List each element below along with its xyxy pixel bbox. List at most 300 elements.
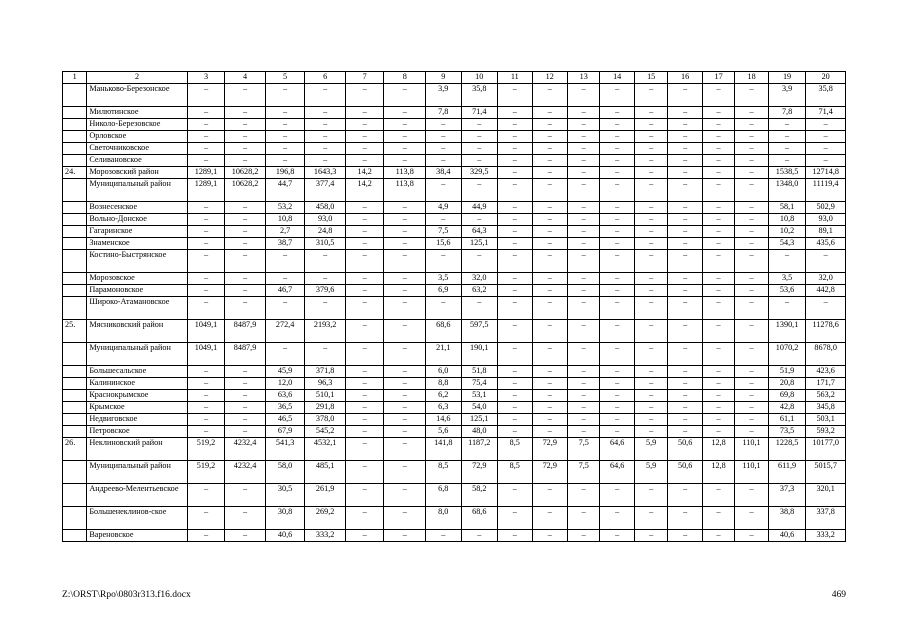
value-cell: – xyxy=(600,167,634,179)
value-cell: – xyxy=(384,297,426,320)
value-cell: – xyxy=(187,484,225,507)
value-cell: 1348,0 xyxy=(768,179,806,202)
value-cell: – xyxy=(567,402,599,414)
value-cell: – xyxy=(702,320,734,343)
value-cell: – xyxy=(532,226,567,238)
value-cell: – xyxy=(265,297,305,320)
value-cell: – xyxy=(600,273,634,285)
value-cell: – xyxy=(225,226,266,238)
value-cell: – xyxy=(187,285,225,297)
value-cell: 261,9 xyxy=(305,484,346,507)
value-cell: 6,9 xyxy=(426,285,461,297)
row-number-cell xyxy=(63,202,87,214)
value-cell: – xyxy=(567,238,599,250)
value-cell: 30,8 xyxy=(265,507,305,530)
value-cell: – xyxy=(735,285,768,297)
value-cell: – xyxy=(735,343,768,366)
value-cell: – xyxy=(600,402,634,414)
header-cell: 5 xyxy=(265,72,305,84)
row-number-cell xyxy=(63,107,87,119)
value-cell: – xyxy=(345,131,384,143)
value-cell: – xyxy=(600,390,634,402)
value-cell: 171,7 xyxy=(806,378,846,390)
value-cell: 44,7 xyxy=(265,179,305,202)
value-cell: 458,0 xyxy=(305,202,346,214)
header-cell: 17 xyxy=(702,72,734,84)
value-cell: 21,1 xyxy=(426,343,461,366)
value-cell: – xyxy=(702,530,734,542)
value-cell: – xyxy=(702,297,734,320)
value-cell: – xyxy=(225,131,266,143)
row-name-cell: Большенеклинов-ское xyxy=(87,507,187,530)
value-cell: – xyxy=(634,179,667,202)
value-cell: – xyxy=(265,273,305,285)
row-number-cell xyxy=(63,250,87,273)
value-cell: – xyxy=(567,414,599,426)
value-cell: – xyxy=(567,390,599,402)
footer-page-number: 469 xyxy=(831,590,846,600)
value-cell: – xyxy=(498,143,532,155)
row-number-cell xyxy=(63,461,87,484)
value-cell: – xyxy=(634,297,667,320)
value-cell: – xyxy=(600,202,634,214)
value-cell: 8,5 xyxy=(498,461,532,484)
value-cell: 563,2 xyxy=(806,390,846,402)
value-cell: – xyxy=(806,297,846,320)
value-cell: 5,6 xyxy=(426,426,461,438)
value-cell: – xyxy=(384,366,426,378)
value-cell: – xyxy=(461,250,498,273)
value-cell: 10177,0 xyxy=(806,438,846,461)
value-cell: 1538,5 xyxy=(768,167,806,179)
value-cell: 53,6 xyxy=(768,285,806,297)
value-cell: – xyxy=(305,155,346,167)
value-cell: – xyxy=(768,119,806,131)
value-cell: – xyxy=(345,414,384,426)
value-cell: – xyxy=(384,202,426,214)
value-cell: – xyxy=(600,507,634,530)
value-cell: 4232,4 xyxy=(225,438,266,461)
value-cell: 7,5 xyxy=(426,226,461,238)
value-cell: 141,8 xyxy=(426,438,461,461)
value-cell: – xyxy=(345,402,384,414)
value-cell: 40,6 xyxy=(768,530,806,542)
value-cell: – xyxy=(735,238,768,250)
value-cell: – xyxy=(634,119,667,131)
value-cell: 54,0 xyxy=(461,402,498,414)
value-cell: 58,2 xyxy=(461,484,498,507)
value-cell: – xyxy=(498,530,532,542)
value-cell: 485,1 xyxy=(305,461,346,484)
value-cell: 110,1 xyxy=(735,438,768,461)
value-cell: 333,2 xyxy=(806,530,846,542)
value-cell: 71,4 xyxy=(806,107,846,119)
value-cell: – xyxy=(600,366,634,378)
row-number-cell xyxy=(63,484,87,507)
value-cell: 64,6 xyxy=(600,461,634,484)
value-cell: – xyxy=(532,530,567,542)
value-cell: – xyxy=(668,343,702,366)
value-cell: 8,5 xyxy=(498,438,532,461)
value-cell: – xyxy=(634,366,667,378)
value-cell: 32,0 xyxy=(461,273,498,285)
value-cell: – xyxy=(187,202,225,214)
value-cell: – xyxy=(187,84,225,107)
value-cell: – xyxy=(498,214,532,226)
value-cell: 269,2 xyxy=(305,507,346,530)
value-cell: 63,6 xyxy=(265,390,305,402)
table-row xyxy=(63,202,846,214)
value-cell: – xyxy=(806,155,846,167)
value-cell: – xyxy=(305,143,346,155)
value-cell: – xyxy=(768,131,806,143)
value-cell: – xyxy=(634,238,667,250)
value-cell: – xyxy=(498,402,532,414)
value-cell: – xyxy=(384,214,426,226)
value-cell: – xyxy=(345,202,384,214)
value-cell: – xyxy=(702,155,734,167)
table-row xyxy=(63,226,846,238)
value-cell: – xyxy=(668,320,702,343)
value-cell: – xyxy=(567,214,599,226)
value-cell: – xyxy=(225,238,266,250)
value-cell: – xyxy=(668,214,702,226)
table-row xyxy=(63,107,846,119)
row-name-cell: Андреево-Мелентьевское xyxy=(87,484,187,507)
value-cell: 32,0 xyxy=(806,273,846,285)
row-number-cell xyxy=(63,226,87,238)
value-cell: 4532,1 xyxy=(305,438,346,461)
table-row xyxy=(63,285,846,297)
value-cell: 10628,2 xyxy=(225,179,266,202)
value-cell: – xyxy=(600,155,634,167)
value-cell: 4,9 xyxy=(426,202,461,214)
value-cell: – xyxy=(532,84,567,107)
header-cell: 19 xyxy=(768,72,806,84)
value-cell: – xyxy=(735,273,768,285)
value-cell: – xyxy=(600,285,634,297)
value-cell: – xyxy=(668,414,702,426)
value-cell: – xyxy=(735,366,768,378)
value-cell: – xyxy=(668,378,702,390)
value-cell: – xyxy=(225,414,266,426)
value-cell: 6,0 xyxy=(426,366,461,378)
value-cell: 6,8 xyxy=(426,484,461,507)
value-cell: – xyxy=(384,402,426,414)
value-cell: – xyxy=(461,530,498,542)
value-cell: – xyxy=(345,426,384,438)
value-cell: 69,8 xyxy=(768,390,806,402)
value-cell: – xyxy=(532,155,567,167)
value-cell: 1049,1 xyxy=(187,343,225,366)
row-name-cell: Парамоновское xyxy=(87,285,187,297)
row-number-cell xyxy=(63,507,87,530)
value-cell: – xyxy=(498,484,532,507)
value-cell: – xyxy=(735,179,768,202)
value-cell: – xyxy=(702,167,734,179)
value-cell: – xyxy=(532,179,567,202)
value-cell: – xyxy=(668,297,702,320)
value-cell: – xyxy=(567,202,599,214)
value-cell: – xyxy=(702,507,734,530)
value-cell: – xyxy=(702,484,734,507)
value-cell: – xyxy=(600,238,634,250)
value-cell: 10,8 xyxy=(768,214,806,226)
value-cell: 1289,1 xyxy=(187,179,225,202)
row-number-cell xyxy=(63,273,87,285)
value-cell: – xyxy=(384,226,426,238)
row-name-cell: Селивановское xyxy=(87,155,187,167)
value-cell: – xyxy=(600,426,634,438)
value-cell: – xyxy=(532,214,567,226)
value-cell: – xyxy=(225,530,266,542)
value-cell: – xyxy=(634,143,667,155)
value-cell: – xyxy=(567,426,599,438)
value-cell: 8,0 xyxy=(426,507,461,530)
table-row xyxy=(63,238,846,250)
value-cell: 110,1 xyxy=(735,461,768,484)
row-number-cell xyxy=(63,390,87,402)
value-cell: 5,9 xyxy=(634,461,667,484)
value-cell: – xyxy=(735,155,768,167)
value-cell: 75,4 xyxy=(461,378,498,390)
value-cell: 96,3 xyxy=(305,378,346,390)
value-cell: – xyxy=(384,461,426,484)
row-number-cell xyxy=(63,297,87,320)
value-cell: – xyxy=(600,107,634,119)
value-cell: 46,5 xyxy=(265,414,305,426)
value-cell: – xyxy=(634,530,667,542)
row-number-cell: 24. xyxy=(63,167,87,179)
value-cell: 1187,2 xyxy=(461,438,498,461)
value-cell: – xyxy=(600,84,634,107)
value-cell: – xyxy=(187,414,225,426)
table-row xyxy=(63,320,846,343)
row-name-cell: Калининское xyxy=(87,378,187,390)
value-cell: 72,9 xyxy=(532,438,567,461)
value-cell: 125,1 xyxy=(461,414,498,426)
value-cell: – xyxy=(567,119,599,131)
value-cell: 3,5 xyxy=(426,273,461,285)
value-cell: 12714,8 xyxy=(806,167,846,179)
value-cell: – xyxy=(735,167,768,179)
value-cell: – xyxy=(305,84,346,107)
value-cell: – xyxy=(187,402,225,414)
value-cell: 38,8 xyxy=(768,507,806,530)
value-cell: – xyxy=(532,250,567,273)
value-cell: – xyxy=(532,484,567,507)
value-cell: – xyxy=(345,119,384,131)
value-cell: – xyxy=(345,107,384,119)
value-cell: – xyxy=(225,390,266,402)
value-cell: – xyxy=(225,507,266,530)
value-cell: 54,3 xyxy=(768,238,806,250)
value-cell: – xyxy=(567,131,599,143)
value-cell: 3,9 xyxy=(426,84,461,107)
row-number-cell: 26. xyxy=(63,438,87,461)
value-cell: – xyxy=(461,214,498,226)
table-body xyxy=(63,72,846,542)
value-cell: 12,8 xyxy=(702,461,734,484)
header-cell: 13 xyxy=(567,72,599,84)
table-row xyxy=(63,414,846,426)
value-cell: – xyxy=(567,155,599,167)
value-cell: 58,0 xyxy=(265,461,305,484)
value-cell: – xyxy=(634,426,667,438)
value-cell: – xyxy=(265,119,305,131)
header-cell: 2 xyxy=(87,72,187,84)
row-number-cell xyxy=(63,402,87,414)
value-cell: 1643,3 xyxy=(305,167,346,179)
value-cell: – xyxy=(702,426,734,438)
value-cell: – xyxy=(600,143,634,155)
table-row xyxy=(63,250,846,273)
value-cell: – xyxy=(702,414,734,426)
value-cell: 8487,9 xyxy=(225,343,266,366)
row-name-cell: Маньково-Березонское xyxy=(87,84,187,107)
value-cell: – xyxy=(735,250,768,273)
value-cell: – xyxy=(187,390,225,402)
value-cell: 12,0 xyxy=(265,378,305,390)
value-cell: 2,7 xyxy=(265,226,305,238)
value-cell: – xyxy=(345,390,384,402)
header-cell: 9 xyxy=(426,72,461,84)
header-cell: 4 xyxy=(225,72,266,84)
value-cell: – xyxy=(532,143,567,155)
table-row xyxy=(63,378,846,390)
value-cell: 15,6 xyxy=(426,238,461,250)
value-cell: – xyxy=(384,238,426,250)
value-cell: – xyxy=(768,250,806,273)
value-cell: – xyxy=(668,119,702,131)
value-cell: – xyxy=(634,107,667,119)
value-cell: – xyxy=(498,414,532,426)
value-cell: – xyxy=(225,426,266,438)
value-cell: 435,6 xyxy=(806,238,846,250)
value-cell: 423,6 xyxy=(806,366,846,378)
footer-file-path: Z:\ORST\Rpo\0803r313.f16.docx xyxy=(62,590,191,600)
value-cell: – xyxy=(806,119,846,131)
value-cell: – xyxy=(702,179,734,202)
value-cell: – xyxy=(702,202,734,214)
value-cell: – xyxy=(426,214,461,226)
value-cell: – xyxy=(225,202,266,214)
value-cell: – xyxy=(735,414,768,426)
value-cell: 14,2 xyxy=(345,179,384,202)
value-cell: – xyxy=(735,131,768,143)
row-number-cell xyxy=(63,366,87,378)
table-row xyxy=(63,530,846,542)
value-cell: – xyxy=(532,390,567,402)
value-cell: – xyxy=(600,530,634,542)
value-cell: 1228,5 xyxy=(768,438,806,461)
value-cell: – xyxy=(735,530,768,542)
value-cell: – xyxy=(498,390,532,402)
value-cell: – xyxy=(600,179,634,202)
value-cell: 2193,2 xyxy=(305,320,346,343)
value-cell: 50,6 xyxy=(668,461,702,484)
value-cell: – xyxy=(345,507,384,530)
value-cell: 11119,4 xyxy=(806,179,846,202)
value-cell: – xyxy=(702,214,734,226)
value-cell: 502,9 xyxy=(806,202,846,214)
value-cell: – xyxy=(600,484,634,507)
value-cell: – xyxy=(768,143,806,155)
value-cell: 64,3 xyxy=(461,226,498,238)
value-cell: – xyxy=(567,530,599,542)
value-cell: 190,1 xyxy=(461,343,498,366)
value-cell: – xyxy=(305,119,346,131)
value-cell: – xyxy=(634,343,667,366)
value-cell: 378,0 xyxy=(305,414,346,426)
value-cell: – xyxy=(668,131,702,143)
header-cell: 7 xyxy=(345,72,384,84)
value-cell: – xyxy=(567,273,599,285)
value-cell: – xyxy=(187,155,225,167)
row-name-cell: Широко-Атамановское xyxy=(87,297,187,320)
row-name-cell: Недвиговское xyxy=(87,414,187,426)
table-row xyxy=(63,402,846,414)
value-cell: – xyxy=(702,390,734,402)
value-cell: – xyxy=(567,484,599,507)
value-cell: 93,0 xyxy=(305,214,346,226)
value-cell: 14,6 xyxy=(426,414,461,426)
value-cell: – xyxy=(461,119,498,131)
value-cell: – xyxy=(225,143,266,155)
value-cell: 7,8 xyxy=(426,107,461,119)
value-cell: – xyxy=(426,179,461,202)
value-cell: – xyxy=(702,250,734,273)
value-cell: 519,2 xyxy=(187,461,225,484)
value-cell: – xyxy=(668,84,702,107)
value-cell: – xyxy=(426,530,461,542)
value-cell: 196,8 xyxy=(265,167,305,179)
value-cell: 125,1 xyxy=(461,238,498,250)
value-cell: 53,2 xyxy=(265,202,305,214)
value-cell: – xyxy=(384,484,426,507)
value-cell: – xyxy=(668,226,702,238)
value-cell: – xyxy=(735,143,768,155)
row-name-cell: Милютинское xyxy=(87,107,187,119)
value-cell: – xyxy=(265,84,305,107)
value-cell: – xyxy=(384,390,426,402)
value-cell: 545,2 xyxy=(305,426,346,438)
value-cell: – xyxy=(735,84,768,107)
value-cell: – xyxy=(567,226,599,238)
value-cell: – xyxy=(498,297,532,320)
value-cell: – xyxy=(187,273,225,285)
row-name-cell: Большесальское xyxy=(87,366,187,378)
value-cell: – xyxy=(806,250,846,273)
row-number-cell xyxy=(63,214,87,226)
value-cell: 272,4 xyxy=(265,320,305,343)
value-cell: – xyxy=(426,155,461,167)
value-cell: – xyxy=(187,250,225,273)
value-cell: 36,5 xyxy=(265,402,305,414)
value-cell: – xyxy=(225,366,266,378)
value-cell: 3,9 xyxy=(768,84,806,107)
value-cell: 503,1 xyxy=(806,414,846,426)
value-cell: – xyxy=(567,366,599,378)
value-cell: – xyxy=(498,119,532,131)
value-cell: 50,6 xyxy=(668,438,702,461)
value-cell: 5,9 xyxy=(634,438,667,461)
table-row xyxy=(63,426,846,438)
table-row xyxy=(63,273,846,285)
value-cell: 68,6 xyxy=(426,320,461,343)
value-cell: 58,1 xyxy=(768,202,806,214)
value-cell: 5015,7 xyxy=(806,461,846,484)
